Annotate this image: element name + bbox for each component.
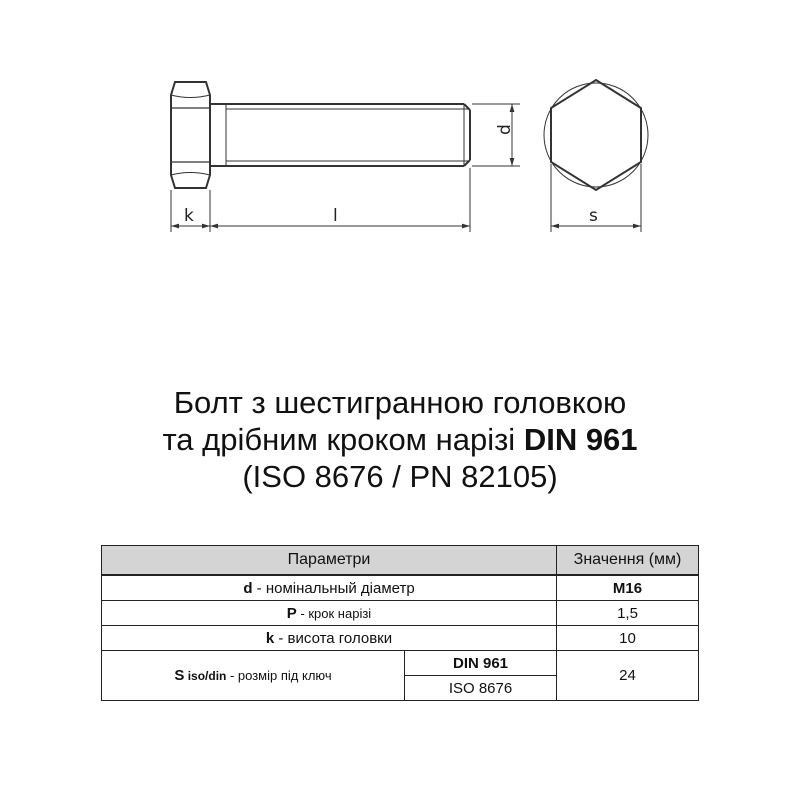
param-cell: [102, 601, 557, 626]
param-symbol: S: [174, 667, 185, 684]
table-row: [102, 651, 699, 676]
param-value: 24: [557, 651, 699, 701]
dim-d-label: d: [495, 124, 515, 135]
param-desc: - номінальный діаметр: [252, 579, 415, 597]
title-line-3: (ISO 8676 / PN 82105): [242, 459, 558, 494]
param-symbol: d: [243, 579, 253, 597]
dim-l-label: l: [333, 206, 338, 226]
table-row: [102, 601, 699, 626]
standard-iso: ISO 8676: [405, 676, 557, 701]
table-row: [102, 626, 699, 651]
param-desc: - висота головки: [274, 629, 393, 647]
param-cell-s: [102, 651, 405, 701]
param-value: 1,5: [557, 601, 699, 626]
header-params: Параметри: [102, 546, 557, 576]
header-values: Значення (мм): [557, 546, 699, 576]
param-cell: [102, 626, 557, 651]
param-subscript: iso/din: [184, 669, 227, 683]
param-symbol: P: [286, 604, 297, 622]
standard-din: DIN 961: [405, 651, 557, 676]
param-value: 10: [557, 626, 699, 651]
product-title: [0, 384, 800, 495]
title-standard: DIN 961: [523, 422, 638, 457]
param-symbol: k: [265, 629, 275, 647]
dimension-k-l: [171, 168, 470, 232]
bolt-top-view: [544, 80, 648, 190]
param-value: M16: [557, 575, 699, 601]
bolt-side-view: [171, 82, 470, 188]
dim-s-label: s: [589, 206, 598, 226]
dim-k-label: k: [184, 206, 194, 226]
spec-table: [101, 545, 699, 701]
title-line-2: [0, 421, 800, 458]
param-desc: - розмір під ключ: [226, 668, 332, 683]
title-line-2-prefix: та дрібним кроком нарізі: [162, 422, 524, 457]
table-row: [102, 575, 699, 601]
table-header-row: [102, 546, 699, 576]
param-desc: - крок нарізі: [296, 605, 372, 621]
bolt-technical-drawing: [0, 0, 800, 300]
param-cell: [102, 575, 557, 601]
title-line-1: Болт з шестигранною головкою: [173, 385, 627, 420]
